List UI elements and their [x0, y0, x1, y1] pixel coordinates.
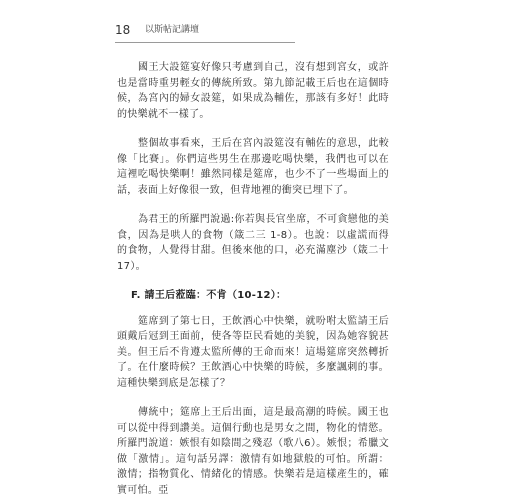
book-title: 以斯帖記講壇	[145, 25, 200, 35]
paragraph: 整個故事看來，王后在宮內設筵沒有輔佐的意思，此較像「比賽」。你們這些男生在那邊吃喝快樂，我們也可以在這裡吃喝快樂啊！雖然同樣是筵席，也少不了一些場面上的話，表面上好像很一致，但背地裡的衝突已埋下了。	[117, 138, 389, 196]
paragraph: 為君王的所羅門說過:你若與長官坐席，不可貪戀他的美食，因為是哄人的食物（箴二三 1-8）。也說：以虛謊而得的食物，人覺得甘甜。但後來他的口，必充滿塵沙（箴二十 17）。	[117, 214, 389, 272]
page-body	[117, 60, 389, 498]
paragraph-spacer	[117, 198, 389, 212]
paragraph-spacer	[117, 122, 389, 136]
paragraph: 國王大設筵宴好像只考慮到自己，沒有想到宮女，或許也是當時重男輕女的傳統所致。第九節記載王后也在這個時候，為宮內的婦女設筵，如果成為輔佐，那該有多好！此時的快樂就不一樣了。	[117, 62, 389, 120]
paragraph-spacer	[117, 274, 389, 288]
paragraph: 筵席到了第七日，王飲酒心中快樂，就吩咐太監請王后頭戴后冠到王面前，使各等臣民看她的美貌，因為她容貌甚美。但王后不肯遵太監所傳的王命而來！這場筵席突然轉折了。在什麼時候？王飲酒心中快樂的時候，多麼諷刺的事。這種快樂到底是怎樣了？	[117, 315, 389, 389]
paragraph-spacer	[117, 391, 389, 405]
paragraph: 傳統中；筵席上王后出面，這是最高潮的時候。國王也可以從中得到讚美。這個行動也是男女之間，物化的情慾。所羅門說道：嫉恨有如陰間之殘忍（歌八6）。嫉恨；希臘文做「激情」。這句話另譯：激情有如地獄般的可怕。所謂：激情；指物質化、情緒化的情感。快樂若是這樣產生的，確實可怕。亞	[117, 407, 389, 496]
page-number: 18	[115, 23, 131, 37]
header-divider	[115, 42, 295, 43]
running-header	[115, 22, 295, 38]
heading-spacer	[117, 304, 389, 314]
section-heading: F. 請王后蒞臨：不肯（10-12）：	[131, 290, 287, 301]
